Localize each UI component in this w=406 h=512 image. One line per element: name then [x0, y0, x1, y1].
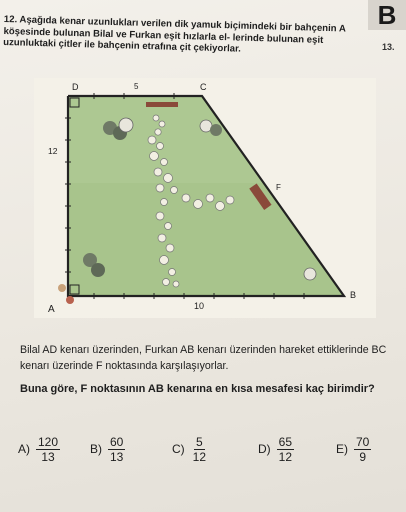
- label-b: B: [350, 290, 357, 300]
- length-left: 12: [48, 146, 58, 156]
- furkan-figure: [66, 296, 74, 304]
- label-a: A: [48, 304, 55, 315]
- option-fraction: $\frac{60}{13}$: [110, 434, 124, 464]
- option-d[interactable]: [258, 427, 294, 471]
- top-gate: [146, 102, 178, 107]
- bush-b: [304, 268, 316, 280]
- option-fraction: $\frac{120}{13}$: [38, 434, 59, 464]
- length-bottom: 10: [194, 301, 205, 311]
- length-top: 5: [134, 82, 139, 91]
- next-question-number: 13.: [382, 42, 395, 52]
- option-e[interactable]: [336, 427, 371, 471]
- question-intro: Aşağıda kenar uzunlukları verilen dik yamuk biçimindeki bir bahçenin A köşesinde bulunan Bilal ve Furkan eşit hızlarla el- lerinde bulunan eşit uzunluktaki çitler ile bahçenin etrafına çit çekiyorlar.: [3, 14, 346, 55]
- label-c: C: [200, 82, 207, 92]
- option-fraction: $\frac{5}{12}$: [192, 434, 207, 464]
- question-header: [3, 14, 364, 59]
- option-a[interactable]: [18, 427, 60, 471]
- option-letter: C): [172, 442, 185, 456]
- answer-options: [18, 427, 400, 477]
- option-letter: E): [336, 442, 348, 456]
- bilal-figure: [58, 284, 66, 292]
- answer-letter: B: [377, 0, 397, 30]
- option-c[interactable]: [172, 427, 208, 471]
- question-ask: Buna göre, F noktasının AB kenarına en kısa mesafesi kaç birimdir?: [20, 383, 375, 395]
- question-body: Bilal AD kenarı üzerinden, Furkan AB kenarı üzerinden hareket ettiklerinde BC kenarı üzerinde F noktasında karşılaşıyorlar.: [20, 344, 387, 372]
- option-letter: B): [90, 442, 102, 456]
- option-fraction: $\frac{65}{12}$: [278, 434, 293, 464]
- garden-figure: [34, 78, 376, 318]
- option-letter: A): [18, 442, 30, 456]
- label-d: D: [72, 82, 79, 92]
- option-fraction: $\frac{70}{9}$: [356, 434, 370, 464]
- label-f: F: [276, 183, 281, 192]
- question-number: 12.: [3, 14, 18, 26]
- option-b[interactable]: [90, 427, 125, 471]
- option-letter: D): [258, 442, 271, 456]
- answer-key-box: [368, 0, 406, 30]
